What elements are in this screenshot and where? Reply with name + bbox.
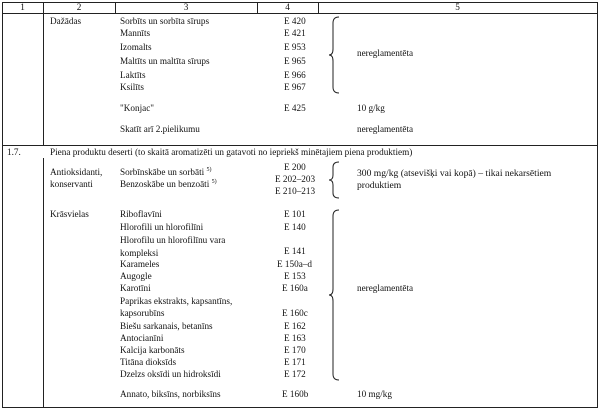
item-code: E 425 (284, 103, 306, 113)
limit-value: nereglamentēta (357, 48, 414, 58)
section-number: 1.7. (7, 147, 21, 157)
item-name: Izomalts (120, 42, 152, 52)
item-name: Titāna dioksīds (120, 357, 177, 367)
item-name: Augogle (120, 271, 152, 281)
item-name: Dzelzs oksīdi un hidroksīdi (120, 369, 221, 379)
footnote-ref: 5) (211, 178, 217, 185)
col-border-left (2, 2, 3, 408)
section-title: Piena produktu deserti (to skaitā aromatizēti un gatavoti no iepriekš minētajiem piena produktiem) (50, 147, 413, 157)
item-code: E 202–203 (275, 174, 316, 184)
header-col-2: 2 (76, 2, 82, 12)
item-name: Antocianīni (120, 333, 164, 343)
item-code: E 967 (284, 82, 306, 92)
item-name: kompleksi (120, 248, 159, 258)
item-name: Karotīni (120, 283, 151, 293)
item-code: E 101 (284, 209, 306, 219)
item-name: Hlorofili un hlorofilīni (120, 222, 204, 232)
item-name: Biešu sarkanais, betanīns (120, 321, 213, 331)
limit-value: nereglamentēta (357, 124, 414, 134)
item-code: E 160a (282, 283, 308, 293)
group-label-antioxidants: Antioksidanti, (50, 167, 103, 177)
item-name: Karameles (120, 259, 160, 269)
col-border-1-2-lower (43, 158, 44, 408)
item-name: Hlorofilu un hlorofilīnu vara (120, 235, 226, 245)
item-code: E 953 (284, 42, 306, 52)
see-also-note: Skatīt arī 2.pielikumu (120, 124, 200, 134)
limit-value: 10 g/kg (357, 103, 385, 113)
item-code: E 200 (284, 162, 306, 172)
limit-value: 300 mg/kg (atsevišķi vai kopā) – tikai nekarsētiem (357, 168, 552, 179)
item-code: E 210–213 (275, 186, 316, 196)
item-code: E 160b (282, 389, 309, 399)
item-code: E 140 (284, 222, 306, 232)
group-label-antioxidants-2: konservanti (50, 179, 93, 189)
group-label-colors: Krāsvielas (50, 209, 89, 219)
item-code: E 965 (284, 56, 306, 66)
section-divider (2, 145, 598, 146)
limit-value-2: produktiem (357, 180, 402, 191)
col-border-right (597, 2, 598, 408)
col-border-1-2 (43, 2, 44, 145)
header-col-5: 5 (455, 2, 460, 12)
limit-value: 10 mg/kg (357, 389, 392, 399)
table-bottom-border (2, 407, 598, 408)
item-code: E 172 (284, 369, 306, 379)
limit-value: nereglamentēta (357, 283, 414, 293)
item-name: Sorbīts un sorbīta sīrups (120, 16, 210, 26)
item-code: E 150a–d (277, 259, 312, 269)
item-name: Mannīts (120, 28, 151, 38)
item-name: Sorbīnskābe un sorbāti $^{5)}$ (120, 166, 212, 177)
item-name: Ksilīts (120, 82, 144, 92)
item-code: E 162 (284, 321, 306, 331)
item-name: Riboflavīni (120, 209, 162, 219)
item-code: E 153 (284, 271, 306, 281)
header-bottom-border (2, 13, 598, 14)
item-name: Maltīts un maltīta sīrups (120, 56, 210, 66)
grouping-brace (329, 210, 343, 380)
group-label-dazadas: Dažādas (50, 16, 82, 26)
item-code: E 160c (282, 308, 308, 318)
header-col-4: 4 (285, 2, 290, 12)
item-code: E 163 (284, 333, 306, 343)
item-name: Laktīts (120, 70, 146, 80)
header-col-3: 3 (183, 2, 189, 12)
item-code: E 420 (284, 16, 306, 26)
item-code: E 141 (284, 246, 306, 256)
item-name: Annato, biksīns, norbiksīns (120, 389, 221, 399)
header-col-1: 1 (20, 2, 25, 12)
item-name: kapsorubīns (120, 308, 165, 318)
item-code: E 966 (284, 70, 306, 80)
item-code: E 170 (284, 345, 306, 355)
item-code: E 421 (284, 28, 306, 38)
grouping-brace (329, 162, 343, 198)
item-name: Paprikas ekstrakts, kapsantīns, (120, 296, 233, 306)
item-name: Benzoskābe un benzoāti $^{5)}$ (120, 178, 217, 189)
grouping-brace (329, 17, 343, 93)
item-code: E 171 (284, 357, 306, 367)
item-name: "Konjac" (120, 103, 155, 113)
item-name: Kalcija karbonāts (120, 345, 185, 355)
footnote-ref: 5) (206, 166, 212, 173)
